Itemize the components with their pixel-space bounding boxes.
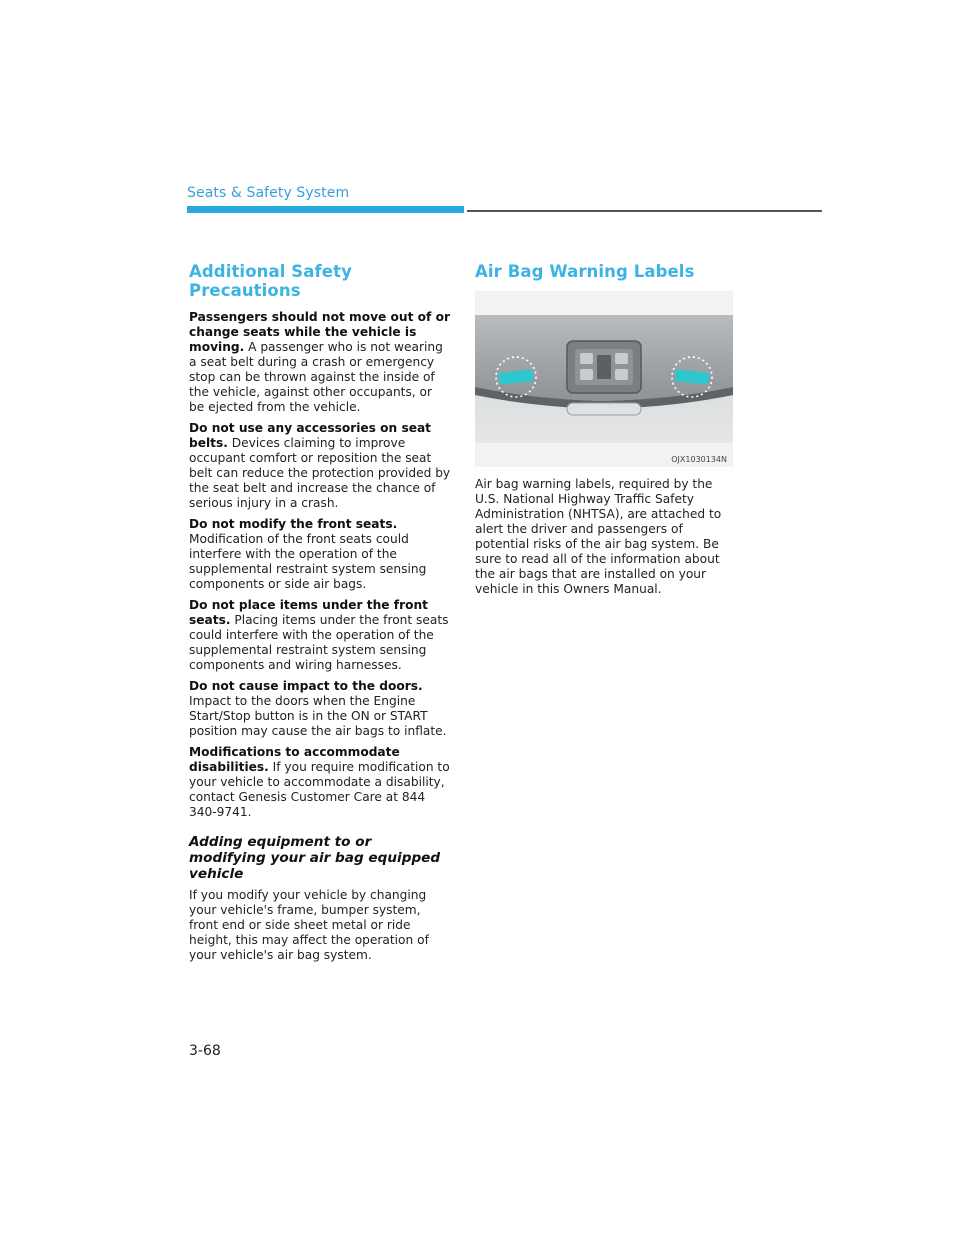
precaution-text: Placing items under the front seats could interfere with the operation of the supplemental restraint system sensing components and wiring harnesses. <box>189 613 449 672</box>
page-number: 3-68 <box>189 1043 221 1059</box>
modifying-equipment-paragraph: If you modify your vehicle by changing your vehicle's frame, bumper system, front end or side sheet metal or ride height, this may affect the operation of your vehicle's air bag system. <box>189 888 429 962</box>
additional-safety-heading: Additional Safety Precautions <box>189 262 352 300</box>
warning-labels-paragraph: Air bag warning labels, required by the U.S. National Highway Traffic Safety Administration (NHTSA), are attached to alert the driver and passengers of potential risks of the air bag system. Be sure to read all of the information about the air bags that are installed on your vehicle in this Owners Manual. <box>475 477 722 596</box>
overhead-console-figure <box>475 291 733 467</box>
right-column <box>475 262 735 603</box>
precaution-paragraph <box>189 310 451 415</box>
precaution-text: Modification of the front seats could interfere with the operation of the supplemental restraint system sensing components or side air bags. <box>189 532 427 591</box>
precaution-lead: Do not modify the front seats. <box>189 517 398 531</box>
precaution-paragraph <box>189 679 451 739</box>
overhead-console-illustration <box>475 291 733 467</box>
precaution-lead: Do not cause impact to the doors. <box>189 679 423 693</box>
precaution-paragraph <box>189 745 451 820</box>
header-accent-bar <box>187 206 464 213</box>
precaution-text: A passenger who is not wearing a seat belt during a crash or emergency stop can be thrown against the inside of the vehicle, against other occupants, or be ejected from the vehicle. <box>189 340 443 414</box>
section-header-title: Seats & Safety System <box>187 185 350 201</box>
air-bag-warning-labels-heading: Air Bag Warning Labels <box>475 262 695 281</box>
precaution-lead: Passengers should not move out of or change seats while the vehicle is moving. <box>189 310 450 354</box>
left-column <box>189 262 451 969</box>
figure-code: OJX1030134N <box>671 455 727 464</box>
header-divider-line <box>467 210 822 212</box>
precaution-lead: Do not use any accessories on seat belts. <box>189 421 432 450</box>
precaution-paragraph <box>189 421 451 511</box>
modifying-equipment-subheading: Adding equipment to or modifying your air bag equipped vehicle <box>189 834 441 882</box>
precaution-lead: Modifications to accommodate disabilities. <box>189 745 400 774</box>
precaution-text: Impact to the doors when the Engine Start/Stop button is in the ON or START position may cause the air bags to inflate. <box>189 694 447 738</box>
precaution-text: Devices claiming to improve occupant comfort or reposition the seat belt can reduce the protection provided by the seat belt and increase the chance of serious injury in a crash. <box>189 436 451 510</box>
precaution-lead: Do not place items under the front seats. <box>189 598 428 627</box>
precaution-text: If you require modification to your vehicle to accommodate a disability, contact Genesis Customer Care at 844 340-9741. <box>189 760 450 819</box>
precaution-paragraph <box>189 598 451 673</box>
precaution-paragraph <box>189 517 451 592</box>
